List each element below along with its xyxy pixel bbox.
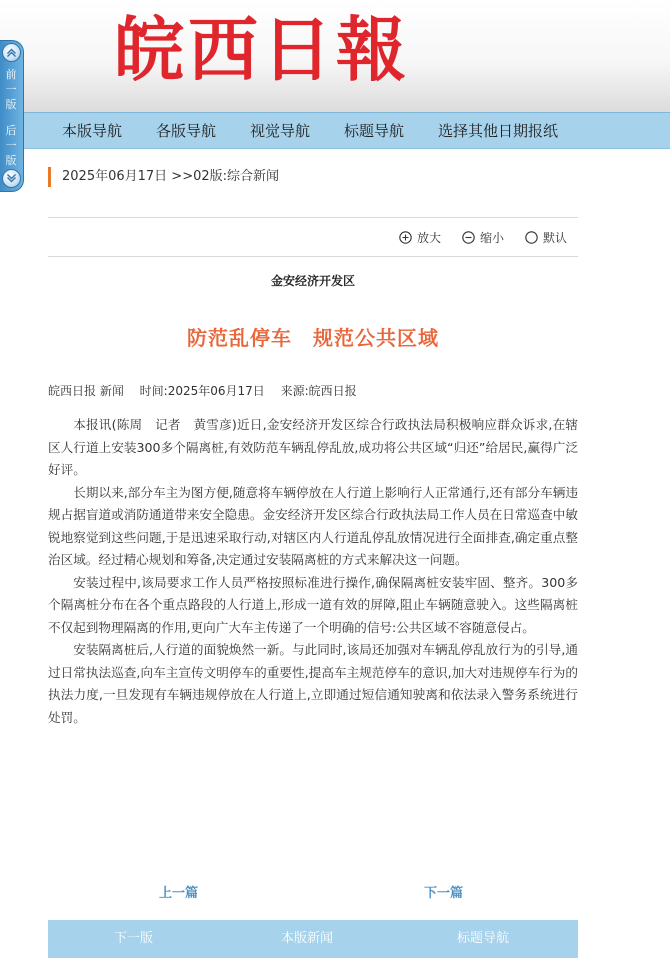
next-page-link[interactable]: 后一版 — [5, 124, 17, 167]
article-paragraph: 长期以来,部分车主为图方便,随意将车辆停放在人行道上影响行人正常通行,还有部分车辆违规占据盲道或消防通道带来安全隐患。金安经济开发区综合行政执法局工作人员在日常巡查中敏锐地察觉到这些问题,于是迅速采取行动,对辖区内人行道乱停乱放情况进行全面排查,确定重点整治区域。经过精心规划和筹备,决定通过安装隔离桩的方式来解决这一问题。 — [48, 484, 578, 567]
next-page-down-arrow-icon[interactable] — [2, 169, 21, 188]
side-page-switcher — [0, 40, 24, 192]
top-nav-bar — [0, 112, 670, 149]
footer-nav-bar — [48, 920, 578, 958]
zoom-in-icon — [399, 231, 412, 244]
nav-all-pages[interactable]: 各版导航 — [156, 122, 217, 140]
article-paragraph: 安装隔离桩后,人行道的面貌焕然一新。与此同时,该局还加强对车辆乱停乱放行为的引导,通过日常执法巡查,向车主宣传文明停车的重要性,提高车主规范停车的意识,加大对违规停车行为的执法力度,一旦发现有车辆违规停放在人行道上,立即通过短信通知驶离和依法录入警务系统进行处罚。 — [48, 642, 578, 725]
next-article-link[interactable]: 下一篇 — [424, 886, 464, 901]
article-paragraph: 本报讯(陈周 记者 黄雪彦)近日,金安经济开发区综合行政执法局积极响应群众诉求,在辖区人行道上安装300多个隔离桩,有效防范车辆乱停乱放,成功将公共区域“归还”给居民,赢得广泛好评。 — [48, 417, 578, 477]
article-author: 皖西日报 新闻 — [48, 384, 124, 398]
nav-choose-date[interactable]: 选择其他日期报纸 — [438, 122, 559, 140]
prev-article-link[interactable]: 上一篇 — [159, 886, 199, 901]
footer-next-page[interactable]: 下一版 — [114, 931, 154, 946]
breadcrumb[interactable]: 2025年06月17日 >>02版:综合新闻 — [48, 167, 279, 187]
masthead — [0, 0, 670, 112]
article-paragraph: 安装过程中,该局要求工作人员严格按照标准进行操作,确保隔离桩安装牢固、整齐。300多个隔离桩分布在各个重点路段的人行道上,形成一道有效的屏障,阻止车辆随意驶入。这些隔离桩不仅起到物理隔离的作用,更向广大车主传递了一个明确的信号:公共区域不容随意侵占。 — [48, 574, 578, 635]
svg-text:皖西日報: 皖西日報 — [114, 8, 410, 91]
newspaper-logo — [112, 4, 430, 94]
footer-title-nav[interactable]: 标题导航 — [457, 931, 510, 946]
article-body — [48, 414, 578, 729]
section-label: 金安经济开发区 — [270, 274, 355, 288]
footer-page-news[interactable]: 本版新闻 — [281, 931, 334, 946]
article-headline: 防范乱停车 规范公共区域 — [187, 326, 439, 350]
zoom-toolbar: 放大 缩小 默认 — [48, 217, 578, 257]
nav-titles[interactable]: 标题导航 — [344, 122, 405, 140]
zoom-out-icon — [462, 231, 475, 244]
nav-page-navigation[interactable]: 本版导航 — [62, 122, 123, 140]
prev-page-link[interactable]: 前一版 — [5, 68, 17, 111]
prev-page-up-arrow-icon[interactable] — [2, 43, 21, 62]
nav-visual[interactable]: 视觉导航 — [250, 122, 311, 140]
article-meta — [48, 382, 369, 399]
article-source: 来源:皖西日报 — [280, 384, 357, 398]
article-time: 时间:2025年06月17日 — [139, 384, 265, 398]
radio-circle-icon — [525, 231, 538, 244]
